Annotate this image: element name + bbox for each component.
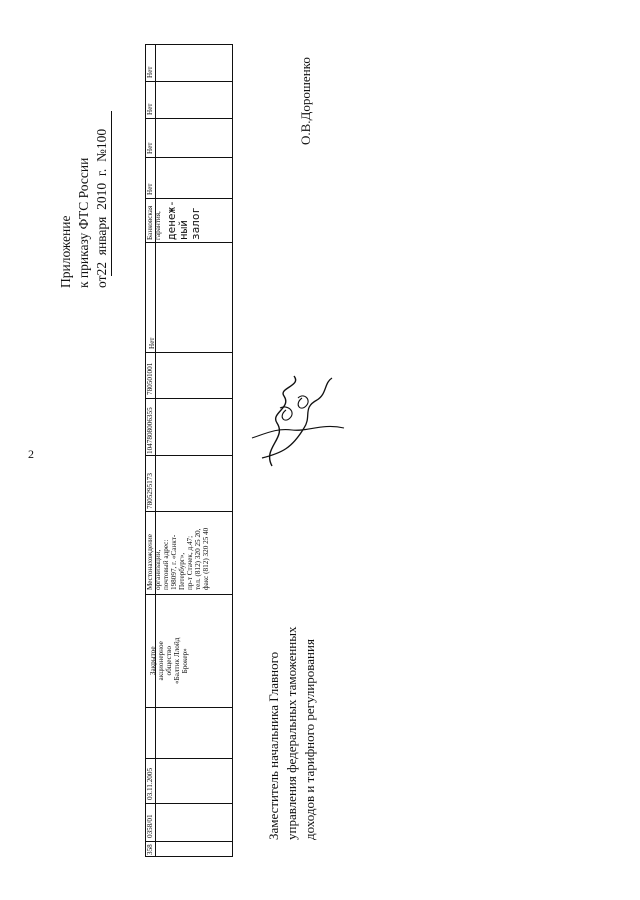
page-number: 2 (28, 447, 34, 461)
table-divider (145, 352, 233, 353)
cell-inn: 7805295173 (146, 473, 154, 509)
table-divider (145, 841, 233, 842)
cell-index: 358 (146, 844, 154, 855)
cell-address: Местонахождение организации, почтовый адрес: 198097, г. «Санкт- Петербург», пр-т Стачек, д.47; тел. (812) 320 25 20, факс (812) 320 25 40 (146, 527, 210, 590)
cell-none-1: Нет (148, 337, 156, 349)
table-divider (145, 81, 233, 82)
cell-kpp: 780501001 (146, 362, 154, 395)
cell-ogrn: 1047808006355 (146, 407, 154, 454)
signatory-name: О.В.Дорошенко (298, 57, 313, 145)
table-divider (145, 511, 233, 512)
appendix-date-line: от22 января 2010 г. №100 (93, 28, 112, 288)
appendix-header (57, 28, 112, 288)
appendix-day: 22 (94, 262, 109, 276)
cell-guarantee: Банковская гарантия, (146, 205, 162, 240)
appendix-order-ref: к приказу ФТС России (76, 157, 91, 288)
table-divider (145, 455, 233, 456)
registry-table (145, 44, 233, 857)
cell-date: 03.11.2005 (146, 767, 154, 800)
table-divider (145, 398, 233, 399)
appendix-number: 100 (94, 128, 109, 150)
cell-reg-number: 0358/01 (146, 814, 154, 838)
table-border (145, 44, 233, 857)
cell-none-3: Нет (146, 142, 154, 154)
handwritten-signature (232, 368, 352, 468)
table-divider (145, 157, 233, 158)
table-divider (145, 803, 233, 804)
cell-company-name: Закрытое акционерное общество «Балтик Ллойд Брокер» (149, 637, 189, 684)
table-divider (145, 707, 233, 708)
table-divider (145, 118, 233, 119)
cell-guarantee-big: денеж- ный залог (165, 200, 202, 240)
table-divider (145, 594, 233, 595)
appendix-month: января (94, 216, 109, 256)
table-divider (155, 44, 156, 857)
table-divider (145, 198, 233, 199)
appendix-title: Приложение (58, 215, 73, 288)
cell-none-2: Нет (146, 183, 154, 195)
cell-none-4: Нет (146, 103, 154, 115)
table-divider (145, 242, 233, 243)
table-divider (145, 758, 233, 759)
cell-none-5: Нет (146, 66, 154, 78)
appendix-year: 2010 (94, 182, 109, 210)
signatory-title: Заместитель начальника Главного управления федеральных таможенных доходов и тарифного регулирования (266, 626, 317, 840)
